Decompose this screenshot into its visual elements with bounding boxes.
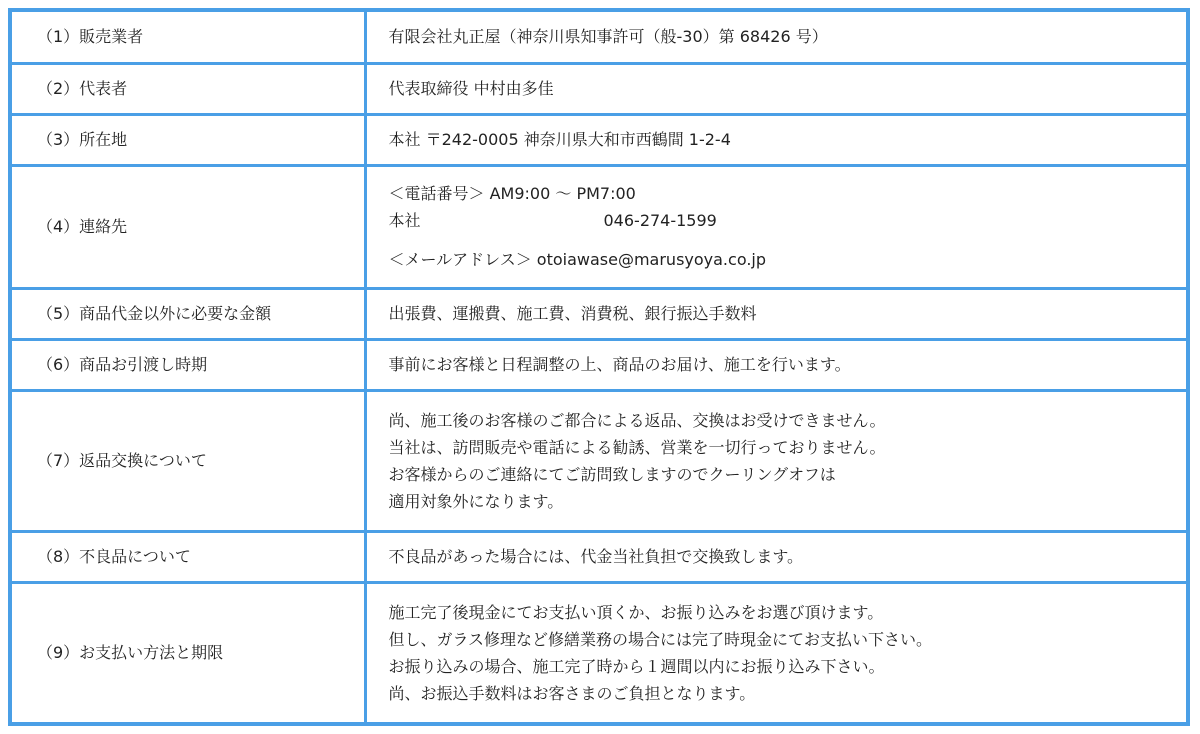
row-value: [365, 531, 1186, 582]
info-table: [12, 12, 1186, 722]
row-value: [365, 582, 1186, 722]
row-value: [365, 114, 1186, 165]
value-line: 事前にお客様と日程調整の上、商品のお届け、施工を行います。: [388, 355, 851, 374]
row-label: （1）販売業者: [12, 12, 365, 63]
row-value: [365, 12, 1186, 63]
phone-row: [389, 207, 1187, 234]
row-label: （5）商品代金以外に必要な金額: [12, 288, 365, 339]
value-line: 不良品があった場合には、代金当社負担で交換致します。: [388, 547, 804, 566]
row-value: [365, 390, 1186, 531]
row-label: （6）商品お引渡し時期: [12, 339, 365, 390]
value-line: 尚、施工後のお客様のご都合による返品、交換はお受けできません。: [388, 410, 886, 430]
commerce-law-table: [8, 8, 1190, 726]
row-label: （9）お支払い方法と期限: [12, 582, 365, 722]
phone-office-name: 本社: [388, 211, 421, 230]
value-line: 代表取締役 中村由多佳: [388, 79, 554, 98]
phone-hours: ＜電話番号＞ AM9:00 〜 PM7:00: [388, 184, 636, 203]
row-label: （3）所在地: [12, 114, 365, 165]
row-value: [365, 63, 1186, 114]
value-line: お客様からのご連絡にてご訪問致しますのでクーリングオフは: [388, 464, 836, 484]
value-line: お振り込みの場合、施工完了時から１週間以内にお振り込み下さい。: [388, 656, 885, 676]
row-value: [365, 339, 1186, 390]
table-row: [12, 390, 1186, 531]
table-row: [12, 582, 1186, 722]
row-label: （7）返品交換について: [12, 390, 365, 531]
value-line: 有限会社丸正屋（神奈川県知事許可（般-30）第 68426 号）: [388, 27, 828, 47]
value-line: 尚、お振込手数料はお客さまのご負担となります。: [388, 683, 756, 703]
table-row: [12, 165, 1186, 288]
value-line: 当社は、訪問販売や電話による勧誘、営業を一切行っておりません。: [388, 437, 886, 457]
row-label: （4）連絡先: [12, 165, 365, 288]
table-row: [12, 114, 1186, 165]
row-label: （8）不良品について: [12, 531, 365, 582]
row-value: [365, 288, 1186, 339]
table-row: [12, 339, 1186, 390]
value-line: 出張費、運搬費、施工費、消費税、銀行振込手数料: [388, 304, 757, 323]
phone-number: 046-274-1599: [603, 211, 717, 230]
value-line: 適用対象外になります。: [388, 491, 564, 511]
value-line: 但し、ガラス修理など修繕業務の場合には完了時現金にてお支払い下さい。: [388, 629, 933, 649]
table-row: [12, 12, 1186, 63]
row-label: （2）代表者: [12, 63, 365, 114]
table-row: [12, 531, 1186, 582]
table-row: [12, 288, 1186, 339]
row-value: [365, 165, 1186, 288]
value-line: 本社 〒242-0005 神奈川県大和市西鶴間 1-2-4: [388, 130, 731, 149]
email-address: ＜メールアドレス＞ otoiawase@marusyoya.co.jp: [388, 250, 767, 269]
table-row: [12, 63, 1186, 114]
value-line: 施工完了後現金にてお支払い頂くか、お振り込みをお選び頂けます。: [388, 602, 884, 622]
spacer: [389, 234, 1187, 246]
